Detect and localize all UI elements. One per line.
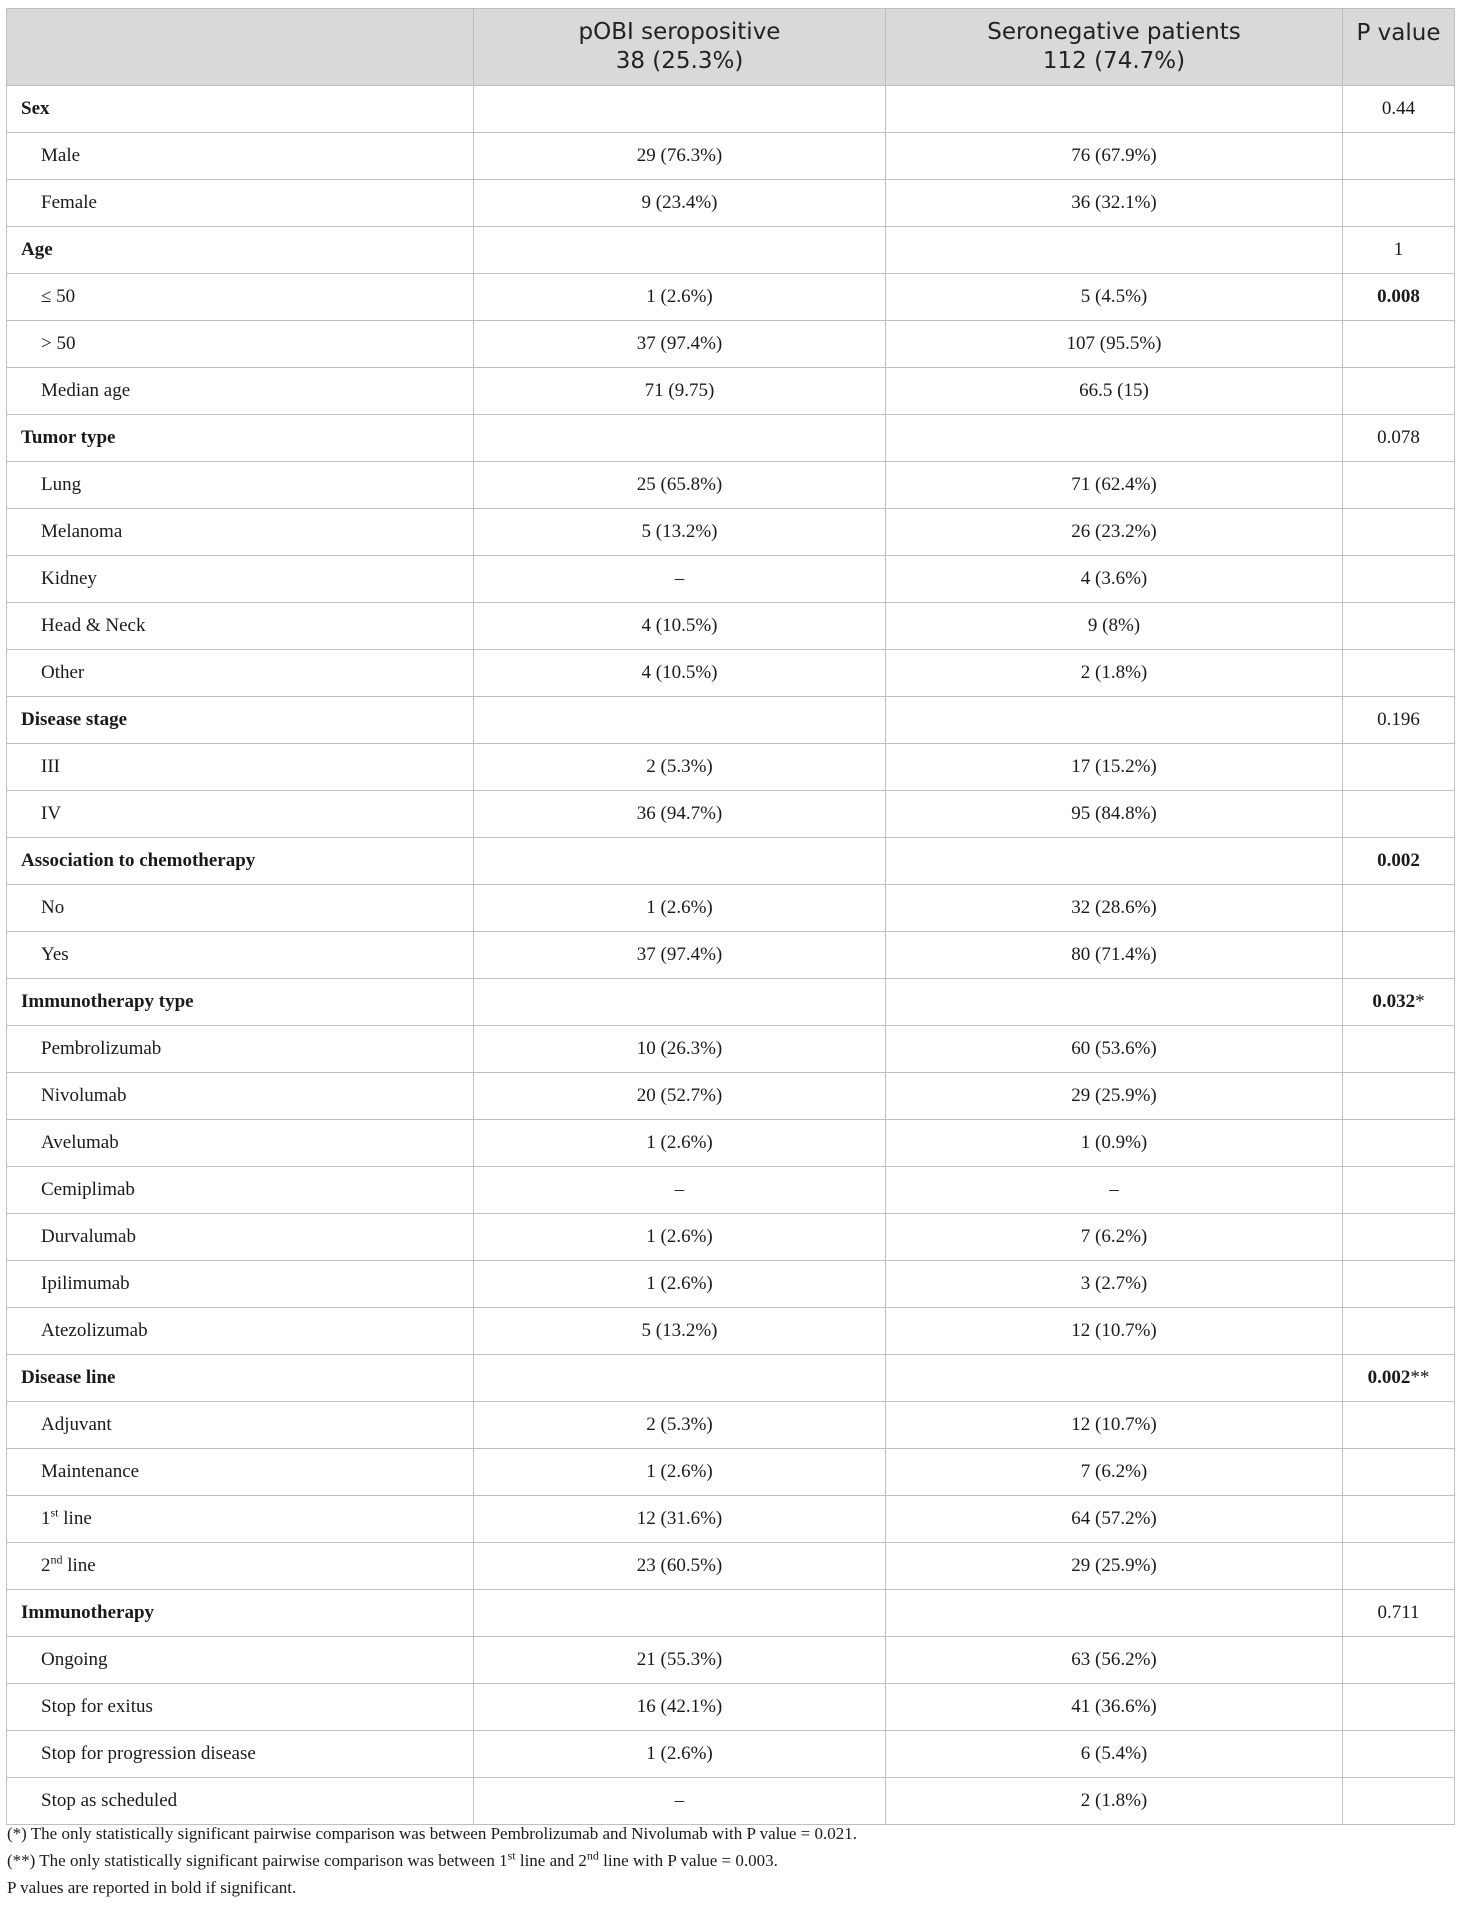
cell-seropositive: 1 (2.6%) (474, 1449, 886, 1496)
table-row-group-immunotherapy (7, 1590, 1455, 1637)
cell-p-value (1343, 1684, 1455, 1731)
header-seronegative-title: Seronegative patients (987, 19, 1241, 45)
row-label: Durvalumab (7, 1214, 474, 1261)
cell-seronegative: 2 (1.8%) (886, 650, 1343, 697)
cell-seronegative: 1 (0.9%) (886, 1120, 1343, 1167)
table-row (7, 1073, 1455, 1120)
ordinal-suffix: nd (50, 1552, 63, 1567)
cell-seropositive: 2 (5.3%) (474, 744, 886, 791)
header-seronegative-count: 112 (74.7%) (1042, 48, 1186, 74)
cell-seronegative (886, 227, 1343, 274)
table-row-group-immunotherapy-type (7, 979, 1455, 1026)
table-row-group-disease-stage (7, 697, 1455, 744)
cell-seronegative (886, 1590, 1343, 1637)
row-label: Female (7, 180, 474, 227)
p-value-number: 0.032 (1372, 991, 1416, 1012)
cell-seropositive (474, 697, 886, 744)
table-row-group-age (7, 227, 1455, 274)
cell-seropositive: 16 (42.1%) (474, 1684, 886, 1731)
table-row (7, 1449, 1455, 1496)
header-empty-cell (7, 9, 474, 86)
row-label: > 50 (7, 321, 474, 368)
cell-seronegative: 95 (84.8%) (886, 791, 1343, 838)
cell-p-value: 0.44 (1343, 86, 1455, 133)
cell-seropositive: 25 (65.8%) (474, 462, 886, 509)
cell-seropositive: 2 (5.3%) (474, 1402, 886, 1449)
cell-p-value (1343, 321, 1455, 368)
cell-p-value (1343, 650, 1455, 697)
footnote-text-part: line with P value = 0.003. (598, 1851, 778, 1870)
cell-p-value: 0.078 (1343, 415, 1455, 462)
cell-p-value (1343, 603, 1455, 650)
table-row (7, 274, 1455, 321)
cell-p-value (1343, 1214, 1455, 1261)
cell-seronegative: 60 (53.6%) (886, 1026, 1343, 1073)
row-label: Male (7, 133, 474, 180)
cell-seronegative: 80 (71.4%) (886, 932, 1343, 979)
cell-p-value (1343, 1308, 1455, 1355)
cell-seropositive: 20 (52.7%) (474, 1073, 886, 1120)
table-header-row (7, 9, 1455, 86)
cell-seronegative (886, 838, 1343, 885)
header-p-value: P value (1343, 9, 1455, 86)
cell-seronegative: 71 (62.4%) (886, 462, 1343, 509)
header-seropositive (474, 9, 886, 86)
row-label: Tumor type (7, 415, 474, 462)
row-label: Atezolizumab (7, 1308, 474, 1355)
cell-seronegative: 5 (4.5%) (886, 274, 1343, 321)
cell-seropositive (474, 415, 886, 462)
cell-seropositive: 10 (26.3%) (474, 1026, 886, 1073)
cell-seropositive: 37 (97.4%) (474, 932, 886, 979)
cell-seronegative: 12 (10.7%) (886, 1308, 1343, 1355)
table-row (7, 1684, 1455, 1731)
row-label: Nivolumab (7, 1073, 474, 1120)
cell-seronegative: 41 (36.6%) (886, 1684, 1343, 1731)
row-label (7, 1496, 474, 1543)
cell-p-value (1343, 932, 1455, 979)
row-label: Immunotherapy type (7, 979, 474, 1026)
table-row (7, 1261, 1455, 1308)
row-label: Ongoing (7, 1637, 474, 1684)
row-label: Sex (7, 86, 474, 133)
cell-seropositive: 5 (13.2%) (474, 1308, 886, 1355)
cell-seronegative: 9 (8%) (886, 603, 1343, 650)
row-label: IV (7, 791, 474, 838)
p-value-number: 0.002 (1367, 1367, 1411, 1388)
table-row (7, 1543, 1455, 1590)
footnote-bold-significance: P values are reported in bold if significant. (7, 1878, 297, 1897)
row-label: Median age (7, 368, 474, 415)
cell-p-value (1343, 1637, 1455, 1684)
cell-p-value (1343, 462, 1455, 509)
row-label: Kidney (7, 556, 474, 603)
row-label: Other (7, 650, 474, 697)
cell-p-value (1343, 133, 1455, 180)
cell-seronegative: 32 (28.6%) (886, 885, 1343, 932)
cell-p-value (1343, 1449, 1455, 1496)
cell-p-value (1343, 1261, 1455, 1308)
cell-seropositive: 36 (94.7%) (474, 791, 886, 838)
cell-p-value (1343, 1543, 1455, 1590)
cell-seropositive: 1 (2.6%) (474, 1120, 886, 1167)
table-row (7, 650, 1455, 697)
table-row (7, 509, 1455, 556)
cell-seronegative: 3 (2.7%) (886, 1261, 1343, 1308)
cell-seropositive: 37 (97.4%) (474, 321, 886, 368)
cell-seropositive: 4 (10.5%) (474, 650, 886, 697)
cell-seropositive (474, 979, 886, 1026)
table-row-group-sex (7, 86, 1455, 133)
row-label: Association to chemotherapy (7, 838, 474, 885)
cell-seronegative: 64 (57.2%) (886, 1496, 1343, 1543)
cell-seronegative (886, 1355, 1343, 1402)
cell-seronegative (886, 979, 1343, 1026)
table-row-group-chemotherapy (7, 838, 1455, 885)
table-row (7, 1731, 1455, 1778)
cell-seropositive: 29 (76.3%) (474, 133, 886, 180)
row-label: ≤ 50 (7, 274, 474, 321)
row-label: Melanoma (7, 509, 474, 556)
cell-p-value (1343, 1778, 1455, 1825)
cell-p-value (1343, 1073, 1455, 1120)
cell-seronegative: 76 (67.9%) (886, 133, 1343, 180)
cell-seropositive: 21 (55.3%) (474, 1637, 886, 1684)
cell-seronegative: 36 (32.1%) (886, 180, 1343, 227)
table-row (7, 885, 1455, 932)
cell-p-value (1343, 744, 1455, 791)
cell-seropositive: 9 (23.4%) (474, 180, 886, 227)
cell-p-value (1343, 368, 1455, 415)
table-row (7, 1778, 1455, 1825)
row-label: Disease stage (7, 697, 474, 744)
cell-seropositive: 1 (2.6%) (474, 1214, 886, 1261)
cell-seropositive: 4 (10.5%) (474, 603, 886, 650)
cell-seropositive (474, 838, 886, 885)
row-label: Adjuvant (7, 1402, 474, 1449)
cell-p-value (1343, 791, 1455, 838)
row-label: Maintenance (7, 1449, 474, 1496)
characteristics-table-container (6, 8, 1454, 1825)
cell-seronegative (886, 697, 1343, 744)
table-row (7, 133, 1455, 180)
table-footnotes (7, 1820, 1447, 1901)
cell-p-value (1343, 1026, 1455, 1073)
row-label: Lung (7, 462, 474, 509)
ordinal-suffix: st (507, 1848, 516, 1863)
table-row (7, 1637, 1455, 1684)
table-row (7, 1308, 1455, 1355)
cell-seropositive: 5 (13.2%) (474, 509, 886, 556)
cell-seronegative: 12 (10.7%) (886, 1402, 1343, 1449)
row-label: Cemiplimab (7, 1167, 474, 1214)
cell-seropositive: – (474, 1778, 886, 1825)
table-row (7, 932, 1455, 979)
cell-p-value (1343, 509, 1455, 556)
cell-seropositive: 1 (2.6%) (474, 885, 886, 932)
cell-seropositive: 71 (9.75) (474, 368, 886, 415)
cell-p-value-significant (1343, 979, 1455, 1026)
cell-p-value (1343, 1402, 1455, 1449)
table-row (7, 791, 1455, 838)
cell-p-value: 0.711 (1343, 1590, 1455, 1637)
cell-seronegative: 7 (6.2%) (886, 1214, 1343, 1261)
row-label: Age (7, 227, 474, 274)
row-label: Pembrolizumab (7, 1026, 474, 1073)
footnote-text-part: (**) The only statistically significant pairwise comparison was between 1 (7, 1851, 508, 1870)
cell-p-value: 1 (1343, 227, 1455, 274)
line-number: 2 (41, 1555, 51, 1576)
footnote-double-asterisk (7, 1847, 1447, 1874)
cell-p-value: 0.196 (1343, 697, 1455, 744)
table-row-group-tumor-type (7, 415, 1455, 462)
cell-seropositive (474, 86, 886, 133)
table-row (7, 603, 1455, 650)
cell-seropositive: 1 (2.6%) (474, 1261, 886, 1308)
header-seronegative (886, 9, 1343, 86)
cell-p-value (1343, 180, 1455, 227)
cell-p-value (1343, 885, 1455, 932)
ordinal-suffix: st (50, 1505, 59, 1520)
table-row (7, 556, 1455, 603)
cell-seronegative (886, 86, 1343, 133)
footnote-text-part: line and 2 (515, 1851, 587, 1870)
p-value-footnote-mark: * (1415, 991, 1425, 1012)
table-row (7, 1402, 1455, 1449)
row-label: Stop for progression disease (7, 1731, 474, 1778)
table-row (7, 321, 1455, 368)
cell-seropositive: 1 (2.6%) (474, 274, 886, 321)
cell-seropositive: 12 (31.6%) (474, 1496, 886, 1543)
cell-seropositive (474, 227, 886, 274)
cell-seronegative: 66.5 (15) (886, 368, 1343, 415)
table-row (7, 368, 1455, 415)
line-number: 1 (41, 1508, 51, 1529)
row-label: Stop as scheduled (7, 1778, 474, 1825)
table-row-group-disease-line (7, 1355, 1455, 1402)
table-row (7, 180, 1455, 227)
table-row (7, 1167, 1455, 1214)
table-row (7, 1120, 1455, 1167)
row-label: Immunotherapy (7, 1590, 474, 1637)
cell-seropositive (474, 1355, 886, 1402)
row-label (7, 1543, 474, 1590)
cell-seropositive: 23 (60.5%) (474, 1543, 886, 1590)
cell-p-value (1343, 1496, 1455, 1543)
table-row (7, 1214, 1455, 1261)
table-row (7, 744, 1455, 791)
row-label: Avelumab (7, 1120, 474, 1167)
cell-seronegative: 29 (25.9%) (886, 1073, 1343, 1120)
row-label: No (7, 885, 474, 932)
cell-p-value (1343, 1731, 1455, 1778)
header-seropositive-title: pOBI seropositive (578, 19, 781, 45)
cell-seropositive: 1 (2.6%) (474, 1731, 886, 1778)
table-row (7, 1026, 1455, 1073)
cell-seronegative: 2 (1.8%) (886, 1778, 1343, 1825)
cell-seronegative: 63 (56.2%) (886, 1637, 1343, 1684)
line-word: line (62, 1555, 96, 1576)
cell-seropositive: – (474, 556, 886, 603)
cell-seropositive (474, 1590, 886, 1637)
footnote-single-asterisk: (*) The only statistically significant pairwise comparison was between Pembrolizumab and Nivolumab with P value = 0.021. (7, 1824, 857, 1843)
cell-seronegative: 29 (25.9%) (886, 1543, 1343, 1590)
header-seropositive-count: 38 (25.3%) (615, 48, 744, 74)
cell-seronegative (886, 415, 1343, 462)
row-label: Yes (7, 932, 474, 979)
table-row (7, 462, 1455, 509)
cell-p-value (1343, 1167, 1455, 1214)
cell-seronegative: 6 (5.4%) (886, 1731, 1343, 1778)
row-label: Stop for exitus (7, 1684, 474, 1731)
line-word: line (58, 1508, 92, 1529)
cell-seronegative: – (886, 1167, 1343, 1214)
ordinal-suffix: nd (586, 1848, 599, 1863)
cell-p-value-significant (1343, 1355, 1455, 1402)
row-label: Head & Neck (7, 603, 474, 650)
row-label: Disease line (7, 1355, 474, 1402)
cell-seronegative: 7 (6.2%) (886, 1449, 1343, 1496)
cell-seronegative: 107 (95.5%) (886, 321, 1343, 368)
row-label: Ipilimumab (7, 1261, 474, 1308)
patient-characteristics-table (6, 8, 1455, 1825)
cell-seronegative: 4 (3.6%) (886, 556, 1343, 603)
cell-seronegative: 26 (23.2%) (886, 509, 1343, 556)
row-label: III (7, 744, 474, 791)
cell-seropositive: – (474, 1167, 886, 1214)
table-row (7, 1496, 1455, 1543)
cell-p-value (1343, 1120, 1455, 1167)
p-value-footnote-mark: ** (1410, 1367, 1430, 1388)
cell-p-value-significant: 0.002 (1343, 838, 1455, 885)
cell-seronegative: 17 (15.2%) (886, 744, 1343, 791)
cell-p-value-significant: 0.008 (1343, 274, 1455, 321)
cell-p-value (1343, 556, 1455, 603)
